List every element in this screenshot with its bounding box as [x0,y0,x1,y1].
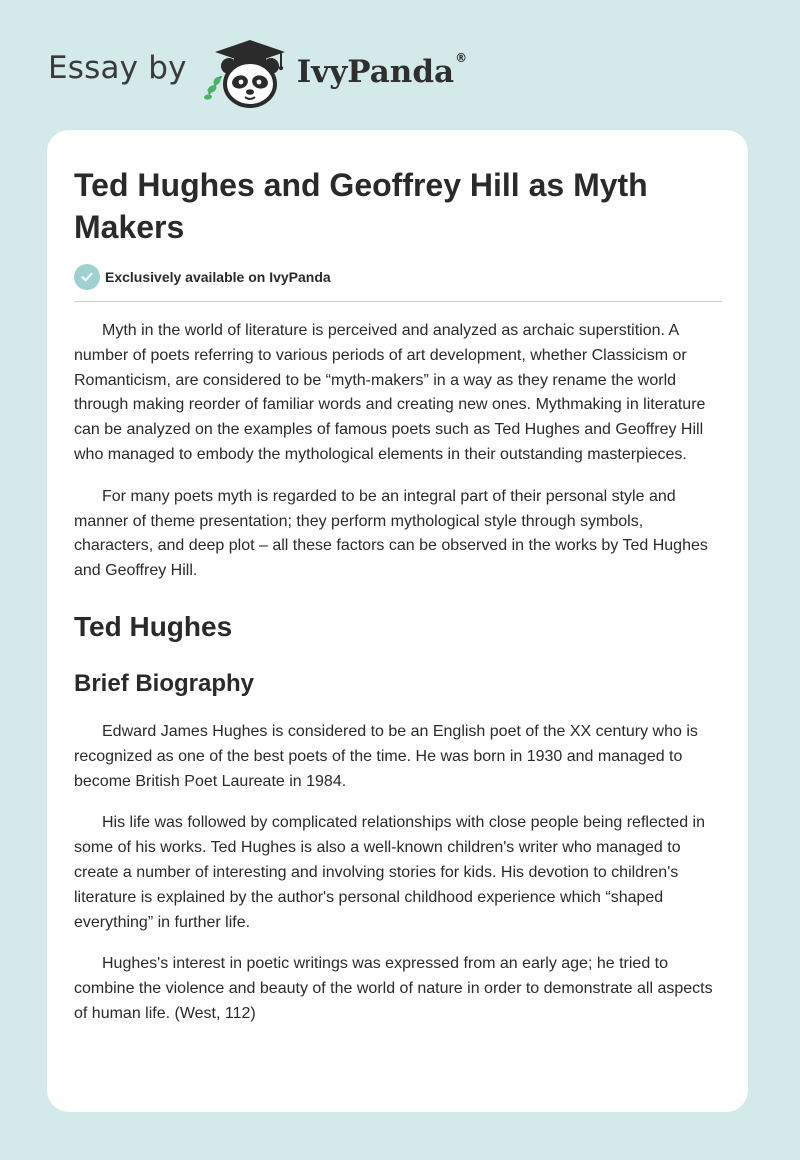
brand-header [48,34,467,110]
bio-paragraph: Edward James Hughes is considered to be an English poet of the XX century who is recognized as one of the best poets of the time. He was born in 1930 and managed to become British Poet Laureate in 1984. [74,722,698,790]
intro-paragraph: For many poets myth is regarded to be an integral part of their personal style and manner of theme presentation; they perform mythological style through symbols, characters, and deep plot – all these factors can be observed in the works by Ted Hughes and Geoffrey Hill. [74,487,708,580]
brand-prefix: Essay by [48,50,187,86]
intro-paragraph: Myth in the world of literature is perceived and analyzed as archaic superstition. A number of poets referring to various periods of art development, whether Classicism or Romanticism, are considered to be “myth-makers” in a way as they rename the world through making reorder of familiar words and creating new ones. Mythmaking in literature can be analyzed on the examples of famous poets such as Ted Hughes and Geoffrey Hill who managed to embody the mythological elements in their outstanding masterpieces. [74,322,706,463]
panda-graduation-cap-icon [201,34,293,110]
divider [74,301,722,302]
essay-card [47,130,748,1112]
subsection-heading: Brief Biography [74,669,255,697]
essay-content [74,164,722,1027]
registered-mark: ® [455,51,468,65]
check-icon [74,264,100,290]
brand-name[interactable]: IvyPanda [296,54,455,90]
page-title: Ted Hughes and Geoffrey Hill as Myth Makers [74,167,648,245]
exclusive-notice [74,263,722,291]
bio-paragraph: His life was followed by complicated relationships with close people being reflected in some of his works. Ted Hughes is also a well-known children's writer who managed to create a number of interesting and involving stories for kids. His devotion to children's literature is explained by the author's personal childhood experience which “shaped everything” in further life. [74,814,705,931]
exclusive-label: Exclusively available on IvyPanda [105,269,331,285]
bio-paragraph: Hughes's interest in poetic writings was expressed from an early age; he tried to combine the violence and beauty of the world of nature in order to demonstrate all aspects of human life. (West, 112) [74,955,713,1022]
section-heading: Ted Hughes [74,610,233,642]
